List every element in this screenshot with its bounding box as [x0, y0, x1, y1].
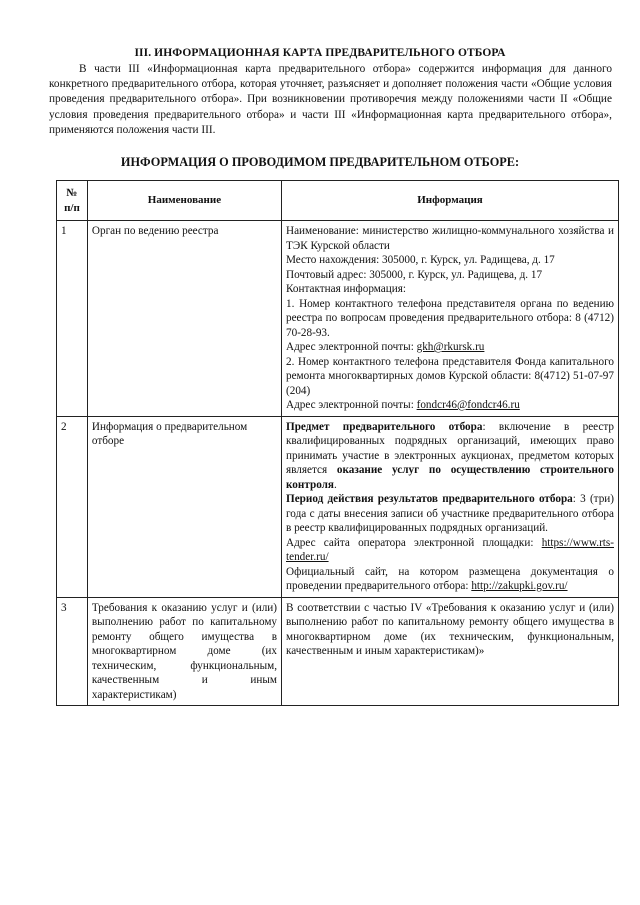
header-name: Наименование — [87, 181, 281, 221]
intro-paragraph — [49, 62, 612, 138]
row1-name: Орган по ведению реестра — [87, 221, 281, 417]
row1-postal: Почтовый адрес: 305000, г. Курск, ул. Радищева, д. 17 — [286, 268, 543, 281]
row1-email1-label: Адрес электронной почты: — [286, 341, 417, 353]
row2-official-link[interactable]: http://zakupki.gov.ru/ — [471, 580, 568, 592]
header-info: Информация — [282, 181, 619, 221]
table-header-row — [57, 181, 619, 221]
row2-official-label: Официальный сайт, на котором размещена документация о проведении предварительного отбора: — [286, 565, 614, 592]
row2-operator-label: Адрес сайта оператора электронной площадки: — [286, 536, 542, 549]
row1-contacts-label: Контактная информация: — [286, 283, 406, 295]
intro-text: В части III «Информационная карта предварительного отбора» содержится информация для данного конкретного предварительного отбора, которая уточняет, разъясняет и дополняет положения части «Общие условия проведения предварительного отбора». При возникновении противоречия между положениями части II «Общие условия проведения предварительного отбора» и части III «Информационная карта предварительного отбора», применяются положения части III. — [49, 63, 612, 136]
row1-num: 1 — [57, 221, 88, 417]
row2-subject-bold: оказание услуг по осуществлению строительного контроля — [286, 464, 614, 491]
table-row — [57, 416, 619, 597]
header-num: № п/п — [57, 181, 88, 221]
row2-period-label: Период действия результатов предварительного отбора — [286, 493, 573, 505]
row2-official — [286, 565, 614, 594]
row2-name: Информация о предварительном отборе — [87, 416, 281, 597]
row2-operator — [286, 536, 614, 565]
row2-operator-link[interactable]: https://www.rts-tender.ru/ — [286, 536, 614, 563]
row3-info: В соответствии с частью IV «Требования к оказанию услуг и (или) выполнению работ по капитальному ремонту общего имущества в многоквартирном доме (их техническим, функциональным, качественным и иным характеристикам)» — [282, 597, 619, 706]
row2-info — [282, 416, 619, 597]
row1-phone1: 1. Номер контактного телефона представителя органа по ведению реестра по вопросам проведения предварительного отбора: 8 (4712) 70-28-93. — [286, 297, 614, 339]
row3-num: 3 — [57, 597, 88, 706]
table-row — [57, 597, 619, 706]
row1-email2-label: Адрес электронной почты: — [286, 399, 417, 411]
row1-org-name: Наименование: министерство жилищно-коммунального хозяйства и ТЭК Курской области — [286, 225, 614, 252]
row2-period — [286, 492, 614, 536]
info-title: ИНФОРМАЦИЯ О ПРОВОДИМОМ ПРЕДВАРИТЕЛЬНОМ ОТБОРЕ: — [120, 155, 520, 169]
row2-num: 2 — [57, 416, 88, 597]
info-table — [56, 180, 619, 706]
row2-subject-end: . — [333, 478, 337, 491]
row1-email2-line — [286, 398, 614, 413]
row1-phone2: 2. Номер контактного телефона представителя Фонда капитального ремонта многоквартирных домов Курской области: 8(4712) 51-07-97 (204) — [286, 355, 614, 397]
row1-info — [282, 221, 619, 417]
row2-subject — [286, 420, 614, 493]
section-title: III. ИНФОРМАЦИОННАЯ КАРТА ПРЕДВАРИТЕЛЬНОГО ОТБОРА — [134, 47, 506, 59]
row1-location: Место нахождения: 305000, г. Курск, ул. Радищева, д. 17 — [286, 254, 555, 266]
row2-subject-label: Предмет предварительного отбора — [286, 420, 483, 433]
row3-name: Требования к оказанию услуг и (или) выполнению работ по капитальному ремонту общего имущества в многоквартирном доме (их техническим, функциональным, качественным и иным характеристикам) — [87, 597, 281, 706]
row1-email1-link[interactable]: gkh@rkursk.ru — [416, 341, 485, 353]
row2-period-text: : 3 (три) года с даты внесения записи об участнике предварительного отбора в реестр квалифицированных подрядных организаций. — [286, 493, 615, 534]
row1-email2-link[interactable]: fondcr46@fondcr46.ru — [416, 399, 520, 411]
row2-subject-text: : включение в реестр квалифицированных подрядных организаций, имеющих право принимать участие в электронных аукционах, предметом которых является — [286, 420, 614, 476]
row1-email1-line — [286, 340, 614, 355]
table-row — [57, 221, 619, 417]
